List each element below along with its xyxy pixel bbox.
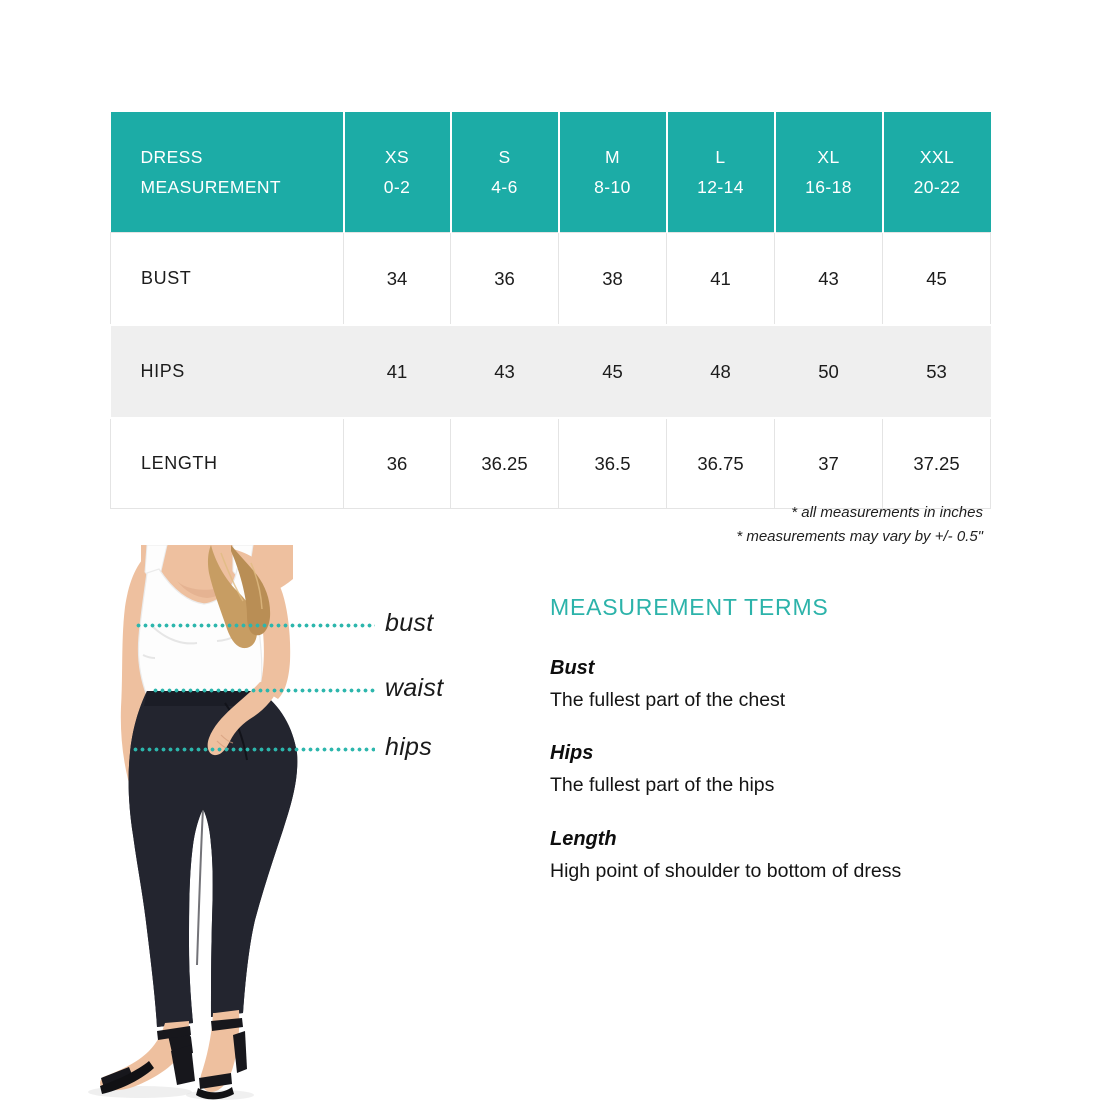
cell-value: 50	[775, 325, 883, 418]
row-label: HIPS	[111, 325, 344, 418]
cell-value: 43	[775, 233, 883, 326]
term-definition: The fullest part of the chest	[550, 689, 786, 711]
bust-measure-line	[135, 623, 375, 628]
table-corner-header	[111, 112, 344, 233]
size-name: L	[715, 147, 726, 167]
term-name: Length	[550, 827, 617, 850]
row-label: BUST	[111, 233, 344, 326]
cell-value: 36	[344, 418, 451, 509]
footnote-inches: * all measurements in inches	[791, 504, 983, 521]
size-name: XS	[384, 147, 410, 167]
cell-value: 38	[559, 233, 667, 326]
measurement-terms-section	[550, 594, 1010, 885]
model-illustration	[85, 545, 365, 1100]
size-column-xs	[344, 112, 451, 233]
term-name: Bust	[550, 657, 595, 679]
cell-value: 48	[667, 325, 775, 418]
cell-value: 41	[667, 233, 775, 326]
size-column-xxl	[883, 112, 991, 233]
cell-value: 45	[883, 233, 991, 326]
table-row-bust	[111, 233, 991, 326]
size-column-l	[667, 112, 775, 233]
size-range: 0-2	[383, 177, 411, 197]
model-photo	[85, 545, 365, 1100]
term-item-hips	[550, 742, 1010, 799]
hips-line-label: hips	[385, 733, 433, 761]
pants-inseam-shadow	[197, 809, 203, 965]
size-range: 8-10	[594, 177, 631, 197]
row-label: LENGTH	[111, 418, 344, 509]
waist-measure-line	[152, 688, 375, 693]
size-range: 20-22	[913, 177, 961, 197]
size-name: XL	[817, 147, 840, 167]
cell-value: 36.5	[559, 418, 667, 509]
term-definition: High point of shoulder to bottom of dress	[550, 859, 902, 882]
cell-value: 36.25	[451, 418, 559, 509]
cell-value: 36	[451, 233, 559, 326]
cell-value: 45	[559, 325, 667, 418]
size-range: 4-6	[491, 177, 518, 197]
table-footnotes	[110, 501, 983, 549]
size-column-s	[451, 112, 559, 233]
size-range: 16-18	[805, 177, 852, 197]
sandal-heel-block-right	[233, 1031, 247, 1073]
term-definition: The fullest part of the hips	[550, 774, 775, 797]
cell-value: 53	[883, 325, 991, 418]
sandal-heel-block-left	[171, 1045, 195, 1085]
footnote-variance: * measurements may vary by +/- 0.5"	[736, 528, 983, 545]
size-column-m	[559, 112, 667, 233]
size-range: 12-14	[697, 177, 744, 197]
corner-header-label: DRESS MEASUREMENT	[140, 147, 282, 197]
size-name: S	[498, 147, 511, 167]
cell-value: 43	[451, 325, 559, 418]
cell-value: 37	[775, 418, 883, 509]
cell-value: 36.75	[667, 418, 775, 509]
bust-line-label: bust	[385, 609, 434, 637]
size-chart-table	[110, 112, 991, 509]
size-name: XXL	[919, 147, 955, 167]
cell-value: 37.25	[883, 418, 991, 509]
term-name: Hips	[550, 742, 594, 765]
size-name: M	[605, 147, 620, 167]
term-item-length	[550, 828, 1010, 885]
cell-value: 41	[344, 325, 451, 418]
size-column-xl	[775, 112, 883, 233]
table-row-hips	[111, 325, 991, 418]
table-row-length	[111, 418, 991, 509]
hips-measure-line	[132, 747, 375, 752]
waist-line-label: waist	[385, 674, 444, 702]
term-item-bust	[550, 657, 1010, 714]
table-header-row	[111, 112, 991, 233]
terms-title: MEASUREMENT TERMS	[550, 594, 829, 620]
cell-value: 34	[344, 233, 451, 326]
